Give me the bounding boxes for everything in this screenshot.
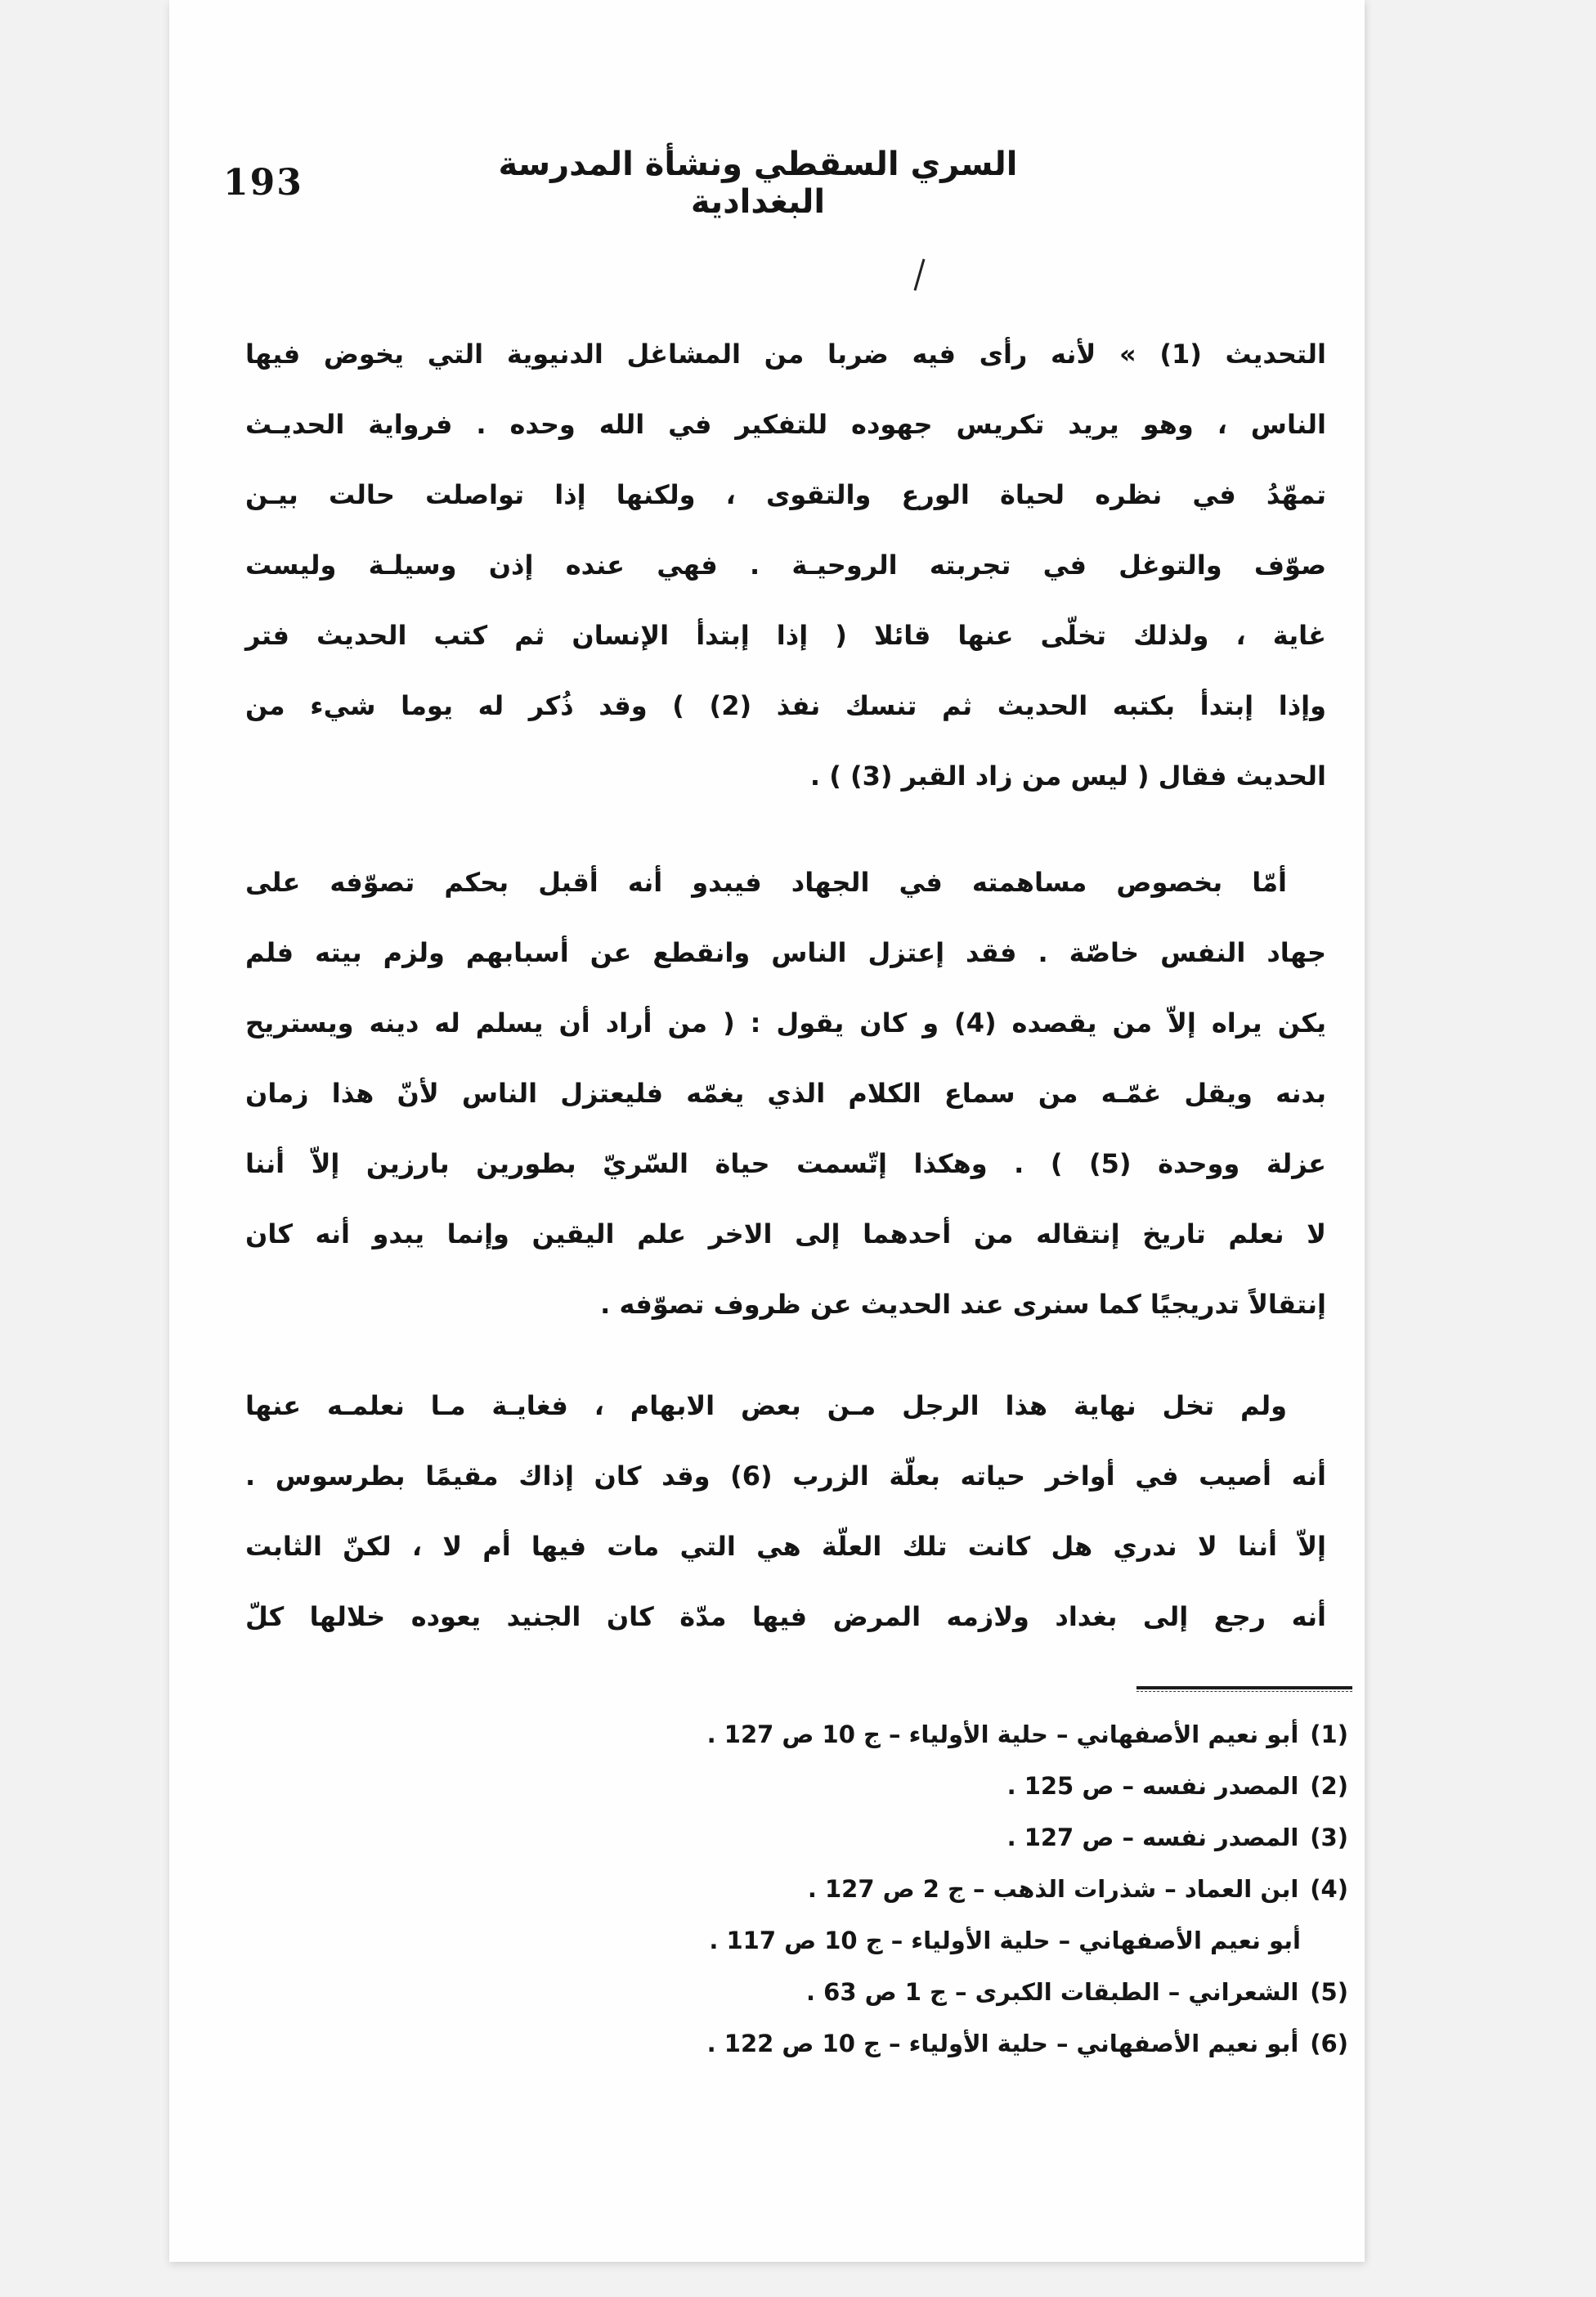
body-line: أمّا بخصوص مساهمته في الجهاد فيبدو أنه أقبل بحكم تصوّفه على — [245, 867, 1287, 898]
body-line: صوّف والتوغل في تجربته الروحيـة . فهي عنده إذن وسيلـة وليست — [245, 550, 1326, 581]
footnote-marker: (6) — [1310, 2030, 1348, 2057]
footnote-text: ابن العماد – شذرات الذهب – ج 2 ص 127 . — [807, 1875, 1299, 1903]
body-line: غاية ، ولذلك تخلّى عنها قائلا ( إذا إبتدأ الإنسان ثم كتب الحديث فتر — [245, 620, 1326, 651]
body-line: ولم تخل نهاية هذا الرجل مـن بعض الابهام ، فغايـة مـا نعلمـه عنها — [245, 1390, 1287, 1421]
footnote-text: الشعراني – الطبقات الكبرى – ج 1 ص 63 . — [806, 1978, 1299, 2006]
page-number: 193 — [223, 162, 303, 204]
footnote-row — [572, 2018, 1348, 2070]
body-line: الحديث فقال ( ليس من زاد القبر (3) ) . — [809, 760, 1326, 792]
paragraph-1 — [245, 319, 1326, 811]
footnote-marker: (4) — [1310, 1875, 1348, 1903]
footnote-row — [572, 1761, 1348, 1812]
body-line: إنتقالاً تدريجيًا كما سنرى عند الحديث عن ظروف تصوّفه . — [600, 1289, 1326, 1320]
footnote-marker: (1) — [1310, 1721, 1348, 1748]
body-line: أنه رجع إلى بغداد ولازمه المرض فيها مدّة كان الجنيد يعوده خلالها كلّ — [245, 1601, 1326, 1632]
footnote-text: أبو نعيم الأصفهاني – حلية الأولياء – ج 10 ص 122 . — [706, 2030, 1299, 2057]
footnote-text: أبو نعيم الأصفهاني – حلية الأولياء – ج 10 ص 127 . — [706, 1721, 1299, 1748]
footnote-marker: (3) — [1310, 1824, 1348, 1851]
footnote-row — [572, 1709, 1348, 1761]
stray-slash-mark — [914, 258, 926, 290]
footnote-divider-rule — [1136, 1686, 1352, 1692]
body-line: الناس ، وهو يريد تكريس جهوده للتفكير في الله وحده . فرواية الحديـث — [245, 409, 1326, 440]
footnote-text: المصدر نفسه – ص 125 . — [1006, 1772, 1299, 1800]
footnote-row — [572, 1967, 1348, 2018]
body-line: لا نعلم تاريخ إنتقاله من أحدهما إلى الاخر علم اليقين وإنما يبدو أنه كان — [245, 1218, 1326, 1249]
scanned-page-sheet — [169, 0, 1365, 2262]
body-line: تمهّدُ في نظره لحياة الورع والتقوى ، ولكنها إذا تواصلت حالت بيـن — [245, 479, 1326, 510]
page-header-title: السري السقطي ونشأة المدرسة البغدادية — [498, 146, 1018, 221]
footnote-row — [572, 1864, 1348, 1915]
body-line: يكن يراه إلاّ من يقصده (4) و كان يقول : ( من أراد أن يسلم له دينه ويستريح — [245, 1007, 1327, 1039]
footnote-marker: (5) — [1310, 1978, 1348, 2006]
body-line: جهاد النفس خاصّة . فقد إعتزل الناس وانقطع عن أسبابهم ولزم بيته فلم — [245, 937, 1326, 968]
footnotes — [572, 1709, 1348, 2070]
body-line: بدنه ويقل غمّـه من سماع الكلام الذي يغمّه فليعتزل الناس لأنّ هذا زمان — [245, 1078, 1326, 1109]
paragraph-3 — [245, 1371, 1326, 1652]
footnote-row-continuation — [572, 1915, 1348, 1967]
footnote-text: المصدر نفسه – ص 127 . — [1006, 1824, 1299, 1851]
footnote-marker: (2) — [1310, 1772, 1348, 1800]
footnote-text: أبو نعيم الأصفهاني – حلية الأولياء – ج 10 ص 117 . — [709, 1927, 1301, 1954]
body-line: وإذا إبتدأ بكتبه الحديث ثم تنسك نفذ (2) ) وقد ذُكر له يوما شيء من — [245, 690, 1327, 721]
footnote-row — [572, 1812, 1348, 1864]
body-line: التحديث (1) » لأنه رأى فيه ضربا من المشاغل الدنيوية التي يخوض فيها — [245, 339, 1327, 370]
body-line: عزلة ووحدة (5) ) . وهكذا إتّسمت حياة السّريّ بطورين بارزين إلاّ أننا — [245, 1148, 1327, 1179]
body-line: إلاّ أننا لا ندري هل كانت تلك العلّة هي التي مات فيها أم لا ، لكنّ الثابت — [245, 1531, 1326, 1562]
body-line: أنه أصيب في أواخر حياته بعلّة الزرب (6) وقد كان إذاك مقيمًا بطرسوس . — [245, 1460, 1327, 1492]
paragraph-2 — [245, 847, 1326, 1339]
